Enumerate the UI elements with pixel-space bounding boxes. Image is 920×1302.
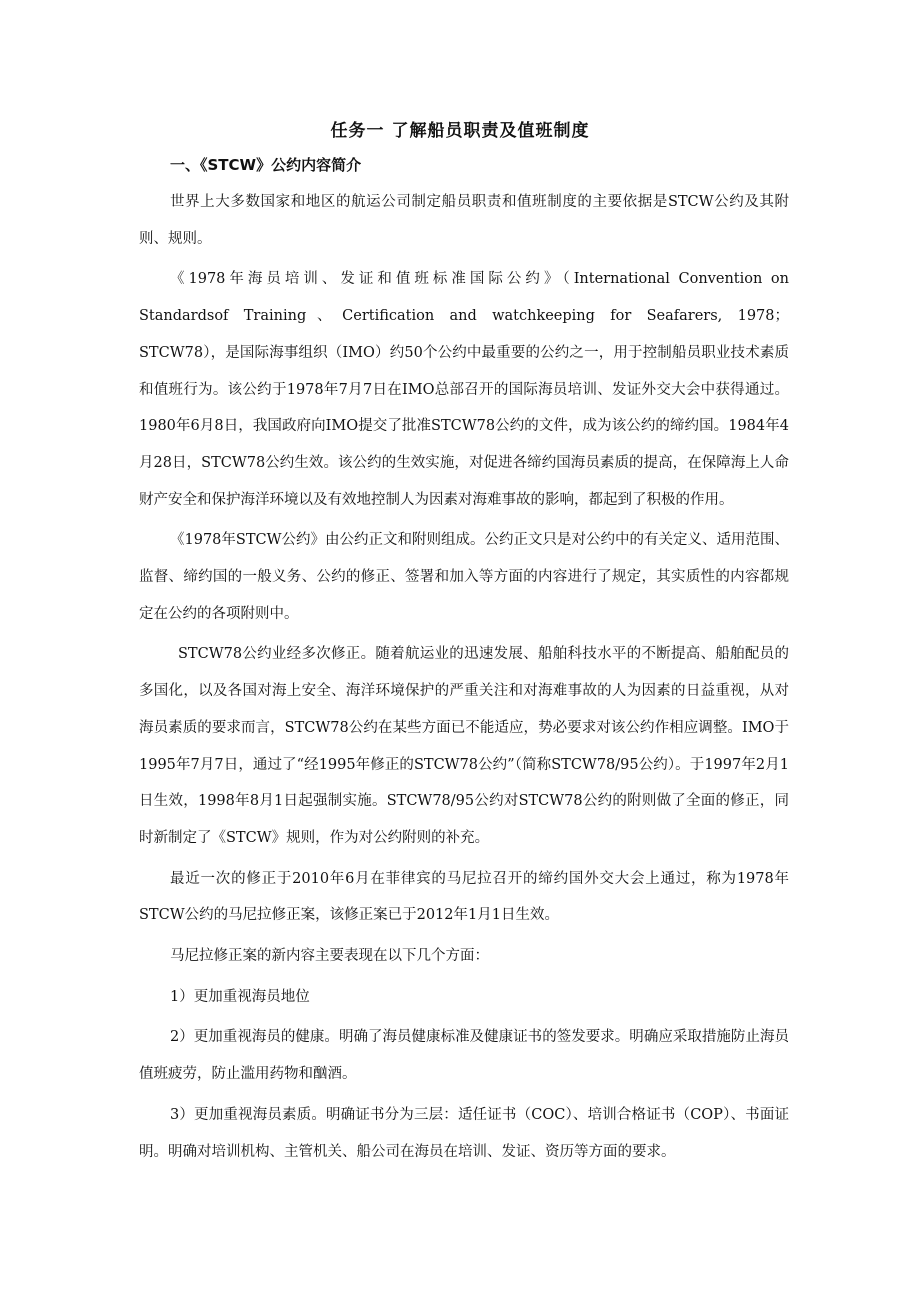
document-body bbox=[139, 184, 789, 1170]
paragraph-manila-intro: 马尼拉修正案的新内容主要表现在以下几个方面： bbox=[170, 948, 489, 965]
list-item-1: 1）更加重视海员地位 bbox=[170, 988, 310, 1005]
paragraph-amendments: STCW78公约业经多次修正。随着航运业的迅速发展、船舶科技水平的不断提高、船舶配员的多国化，以及各国对海上安全、海洋环境保护的严重关注和对海难事故的人为因素的日益重视，从对海员素质的要求而言，STCW78公约在某些方面已不能适应，势必要求对该公约作相应调整。IMO于1995年7月7日，通过了“经1995年修正的STCW78公约”（简称STCW78/95公约）。于1997年2月1日生效，1998年8月1日起强制实施。STCW78/95公约对STCW78公约的附则做了全面的修正，同时新制定了《STCW》规则，作为对公约附则的补充。 bbox=[139, 646, 789, 846]
section-heading: 一、《STCW》公约内容简介 bbox=[170, 156, 362, 174]
page-title: 任务一 了解船员职责及值班制度 bbox=[330, 121, 590, 141]
paragraph-intro: 世界上大多数国家和地区的航运公司制定船员职责和值班制度的主要依据是STCW公约及其附则、规则。 bbox=[139, 194, 789, 247]
paragraph-stcw78-history: 《1978年海员培训、发证和值班标准国际公约》（International Convention on Standardsof Training、Certification and watchkeeping for Seafarers, 1978；STCW78），是国际海事组织（IMO）约50个公约中最重要的公约之一，用于控制船员职业技术素质和值班行为。该公约于1978年7月7日在IMO总部召开的国际海员培训、发证外交大会中获得通过。1980年6月8日，我国政府向IMO提交了批准STCW78公约的文件，成为该公约的缔约国。1984年4月28日，STCW78公约生效。该公约的生效实施，对促进各缔约国海员素质的提高，在保障海上人命财产安全和保护海洋环境以及有效地控制人为因素对海难事故的影响，都起到了积极的作用。 bbox=[139, 271, 789, 508]
list-item-2: 2）更加重视海员的健康。明确了海员健康标准及健康证书的签发要求。明确应采取措施防止海员值班疲劳，防止滥用药物和酗酒。 bbox=[139, 1029, 789, 1083]
paragraph-manila-amendment: 最近一次的修正于2010年6月在菲律宾的马尼拉召开的缔约国外交大会上通过，称为1978年STCW公约的马尼拉修正案，该修正案已于2012年1月1日生效。 bbox=[139, 870, 789, 924]
paragraph-stcw-structure: 《1978年STCW公约》由公约正文和附则组成。公约正文只是对公约中的有关定义、适用范围、监督、缔约国的一般义务、公约的修正、签署和加入等方面的内容进行了规定，其实质性的内容都规定在公约的各项附则中。 bbox=[139, 532, 790, 622]
list-item-3: 3）更加重视海员素质。明确证书分为三层：适任证书（COC）、培训合格证书（COP）、书面证明。明确对培训机构、主管机关、船公司在海员在培训、发证、资历等方面的要求。 bbox=[139, 1106, 789, 1160]
